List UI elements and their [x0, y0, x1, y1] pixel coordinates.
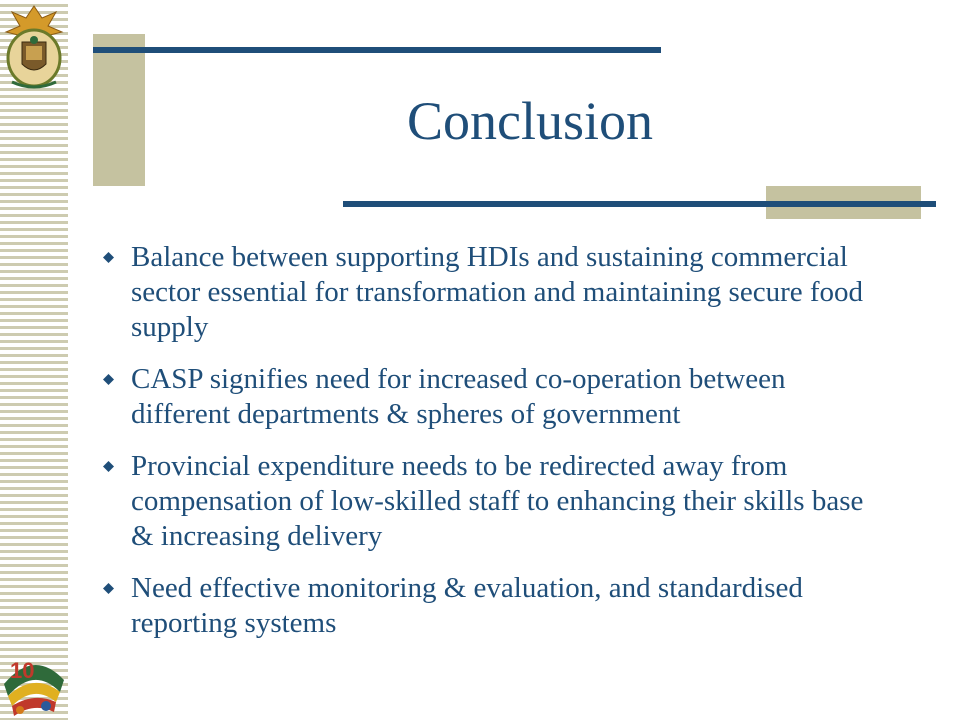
diamond-bullet-icon — [103, 374, 114, 385]
bullet-text: Need effective monitoring & evaluation, and standardised reporting systems — [131, 572, 803, 639]
bullet-text: CASP signifies need for increased co-operation between different departments & spheres of government — [131, 363, 786, 430]
decor-line-bottom — [343, 201, 936, 207]
bullet-list — [98, 240, 888, 658]
bullet-item — [98, 240, 888, 345]
ten-years-freedom-logo — [0, 640, 68, 720]
bullet-item — [98, 571, 888, 641]
bullet-text: Provincial expenditure needs to be redirected away from compensation of low-skilled staff to enhancing their skills base & increasing delivery — [131, 450, 864, 552]
bullet-item — [98, 449, 888, 554]
bullet-item — [98, 362, 888, 432]
diamond-bullet-icon — [103, 583, 114, 594]
decor-line-top — [93, 47, 661, 53]
diamond-bullet-icon — [103, 252, 114, 263]
coat-of-arms-logo — [2, 2, 66, 92]
left-stripe-border — [0, 0, 68, 720]
slide-title: Conclusion — [406, 91, 653, 151]
bullet-text: Balance between supporting HDIs and sustaining commercial sector essential for transformation and maintaining secure food supply — [131, 241, 864, 343]
diamond-bullet-icon — [103, 461, 114, 472]
svg-text:10: 10 — [10, 658, 35, 683]
